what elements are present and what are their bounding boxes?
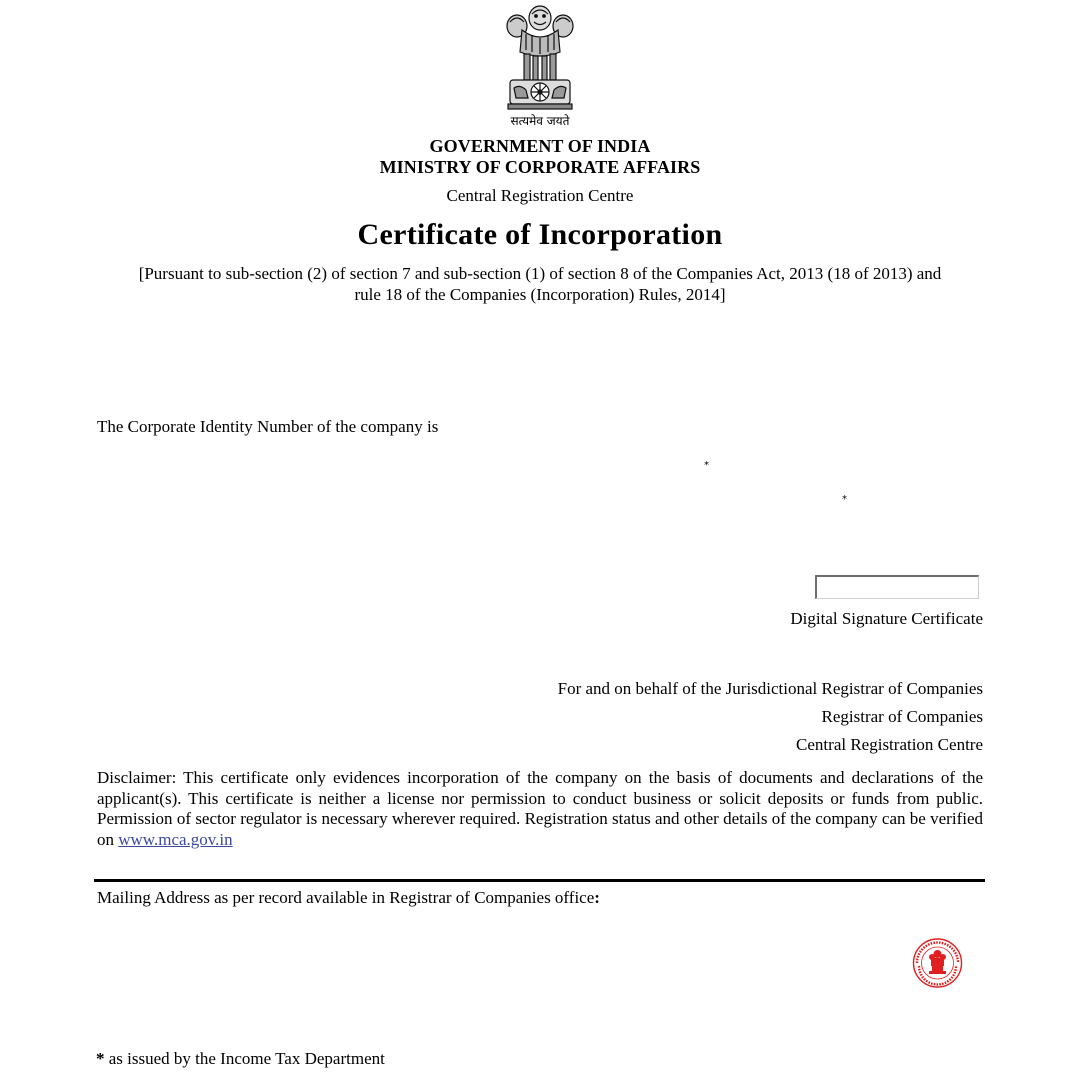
emblem-motto: सत्यमेव जयते (510, 114, 570, 128)
section-divider (94, 879, 985, 882)
government-title: GOVERNMENT OF INDIA (429, 136, 651, 156)
signatory-office: Central Registration Centre (796, 735, 983, 754)
footnote-marker: * (842, 494, 847, 505)
footnote-marker: * (704, 460, 709, 471)
mailing-address-label (97, 888, 600, 908)
mailing-address-colon: : (594, 888, 600, 907)
certificate-title: Certificate of Incorporation (357, 218, 723, 251)
mca-seal-icon (911, 938, 964, 988)
registration-centre-header: Central Registration Centre (446, 186, 634, 205)
disclaimer-paragraph (97, 768, 983, 851)
legal-basis-line-1: [Pursuant to sub-section (2) of section 7 and sub-section (1) of section 8 of the Companies Act, 2013 (18 of 2013) and (138, 264, 942, 283)
ministry-title: MINISTRY OF CORPORATE AFFAIRS (379, 157, 701, 177)
digital-signature-label: Digital Signature Certificate (790, 609, 983, 628)
legal-basis-statement (90, 263, 990, 305)
digital-signature-field[interactable] (815, 575, 979, 599)
signatory-title: Registrar of Companies (821, 707, 983, 726)
national-emblem-icon (500, 0, 580, 112)
legal-basis-line-2: rule 18 of the Companies (Incorporation) Rules, 2014] (354, 285, 726, 304)
mailing-address-label-text: Mailing Address as per record available in Registrar of Companies office (97, 888, 595, 907)
disclaimer-text: Disclaimer: This certificate only evidences incorporation of the company on the basis of documents and declarations of the applicant(s). This certificate is neither a license nor permission to conduct business or solicit deposits or funds from public. Permission of sector regulator is necessary wherever required. Registration status and other details of the company can be verified on (97, 768, 983, 850)
signatory-behalf-line: For and on behalf of the Jurisdictional Registrar of Companies (557, 679, 983, 698)
cin-label: The Corporate Identity Number of the company is (97, 417, 439, 436)
mca-website-link[interactable]: www.mca.gov.in (118, 830, 233, 850)
footnote-marker: * (96, 1049, 105, 1068)
footnote-text: as issued by the Income Tax Department (104, 1049, 385, 1068)
footnote (96, 1049, 385, 1069)
